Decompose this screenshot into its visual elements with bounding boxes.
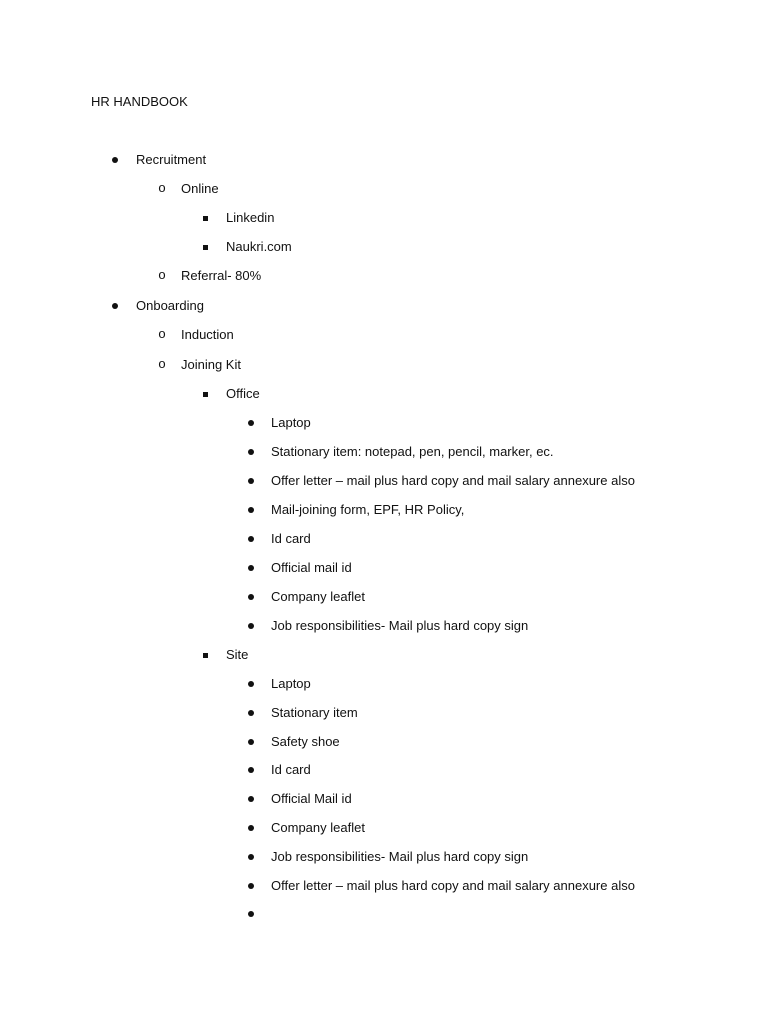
list-item [0,848,768,866]
bullet-square-icon [203,245,208,250]
list-item [0,151,768,169]
bullet-disc-icon [112,303,118,309]
list-item [0,443,768,461]
list-item [0,297,768,315]
bullet-disc-icon [248,710,254,716]
bullet-disc-icon [248,565,254,571]
list-item-label: Job responsibilities- Mail plus hard copy sign [271,849,529,864]
list-item-label: Mail-joining form, EPF, HR Policy, [271,502,465,517]
list-item [0,704,768,722]
bullet-disc-icon [248,911,254,917]
list-item-label: Official Mail id [271,791,352,806]
list-item [0,356,768,374]
list-item [0,761,768,779]
bullet-square-icon [203,653,208,658]
list-item-label: Online [181,181,219,196]
bullet-disc-icon [248,536,254,542]
list-item-label: Joining Kit [181,357,241,372]
list-item [0,617,768,635]
bullet-disc-icon [248,681,254,687]
list-item [0,180,768,198]
bullet-disc-icon [248,478,254,484]
bullet-circle-icon: o [158,356,166,371]
list-item [0,646,768,664]
list-item [0,326,768,344]
list-item [0,559,768,577]
list-item [0,588,768,606]
list-item [0,238,768,256]
list-item [0,414,768,432]
bullet-disc-icon [248,767,254,773]
list-item-label: Onboarding [136,298,204,313]
list-item-label: Company leaflet [271,820,365,835]
list-item [0,819,768,837]
bullet-disc-icon [248,854,254,860]
bullet-disc-icon [248,449,254,455]
bullet-square-icon [203,392,208,397]
bullet-disc-icon [248,825,254,831]
list-item [0,472,768,490]
list-item [0,675,768,693]
bullet-disc-icon [248,420,254,426]
bullet-circle-icon: o [158,180,166,195]
list-item-label: Site [226,647,249,662]
list-item-label: Stationary item [271,705,358,720]
list-item-label: Referral- 80% [181,268,262,283]
bullet-circle-icon: o [158,267,166,282]
list-item [0,501,768,519]
list-item-label: Id card [271,762,311,777]
list-item-label: Offer letter – mail plus hard copy and mail salary annexure also [271,878,635,893]
list-item-label: Id card [271,531,311,546]
list-item-label: Stationary item: notepad, pen, pencil, marker, ec. [271,444,554,459]
bullet-disc-icon [248,739,254,745]
bullet-disc-icon [248,507,254,513]
list-item-label: Laptop [271,415,311,430]
list-item-label: Job responsibilities- Mail plus hard copy sign [271,618,529,633]
list-item-label: Company leaflet [271,589,365,604]
list-item [0,530,768,548]
bullet-circle-icon: o [158,326,166,341]
list-item [0,267,768,285]
list-item-label: Naukri.com [226,239,292,254]
bullet-disc-icon [248,594,254,600]
list-item [0,385,768,403]
bullet-disc-icon [112,157,118,163]
document-title: HR HANDBOOK [91,94,188,109]
list-item-label: Recruitment [136,152,207,167]
list-item [0,209,768,227]
list-item-label: Induction [181,327,234,342]
list-item-label: Official mail id [271,560,352,575]
list-item [0,733,768,751]
list-item-label: Offer letter – mail plus hard copy and mail salary annexure also [271,473,635,488]
list-item [0,790,768,808]
list-item-label: Office [226,386,260,401]
bullet-square-icon [203,216,208,221]
bullet-disc-icon [248,796,254,802]
bullet-disc-icon [248,883,254,889]
list-item [0,877,768,895]
list-item-label: Laptop [271,676,311,691]
list-item-label: Linkedin [226,210,275,225]
list-item [0,905,768,923]
bullet-disc-icon [248,623,254,629]
list-item-label: Safety shoe [271,734,340,749]
